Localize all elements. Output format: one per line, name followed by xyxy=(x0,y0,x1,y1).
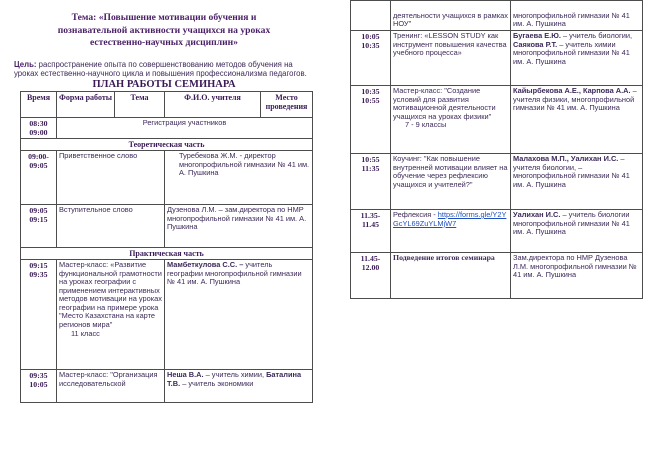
row-teacher xyxy=(511,154,643,210)
row-time: 09:00- 09:05 xyxy=(21,150,57,204)
row-form-text: Мастер-класс: «Развитие функциональной грамотности на уроках географии с применением интерактивных методов мотивации на уроках географии на примере урока "Место Казахстана на карте регионов мира" xyxy=(59,259,162,330)
teacher-name: Саякова Р.Т. xyxy=(513,39,558,49)
row-form xyxy=(391,86,511,154)
teacher-name: Малахова М.П., Уалихан И.С. xyxy=(513,154,619,163)
row-time: 08:30 09:00 xyxy=(21,117,57,138)
row-form: Вступительное слово xyxy=(57,204,165,247)
header-form: Форма работы xyxy=(57,91,115,117)
row-teacher xyxy=(165,259,313,369)
row-teacher xyxy=(165,369,313,402)
row-form: Мастер-класс: "Организация исследовательской xyxy=(57,369,165,402)
teacher-role: – учителя биологии, – многопрофильной гимназии № 41 им. А. Пушкина xyxy=(513,154,630,189)
row-form xyxy=(391,210,511,253)
goal-text: распространение опыта по совершенствованию методов обучения на уроках естественно-научного цикла и повышения профессионализма педагогов. xyxy=(14,59,307,78)
row-form: Подведение итогов семинара xyxy=(391,253,511,299)
row-time: 10:55 11:35 xyxy=(351,154,391,210)
table-row xyxy=(21,259,313,369)
header-time: Время xyxy=(21,91,57,117)
teacher-role: – учитель химии многопрофильной гимназии № 41 им. А. Пушкина xyxy=(513,39,630,66)
row-form: деятельности учащихся в рамках НОУ" xyxy=(391,1,511,31)
table-row xyxy=(351,1,643,31)
row-time: 11.35- 11.45 xyxy=(351,210,391,253)
teacher-role: – учитель биологии, xyxy=(562,31,633,40)
row-registration: Регистрация участников xyxy=(57,117,313,138)
row-teacher xyxy=(511,86,643,154)
row-time: 10:05 10:35 xyxy=(351,31,391,86)
topic-line-2: познавательной активности учащихся на уроках xyxy=(57,24,271,36)
seminar-goal xyxy=(14,60,314,78)
table-row xyxy=(21,117,313,138)
table-row xyxy=(351,154,643,210)
row-teacher: Дузенова Л.М. – зам.директора по НМР многопрофильной гимназии № 41 им. А. Пушкина xyxy=(165,204,313,247)
row-teacher: Зам.директора по НМР Дузенова Л.М. многопрофильной гимназии № 41 им. А. Пушкина xyxy=(511,253,643,299)
topic-line-3: естественно-научных дисциплин» xyxy=(90,37,238,48)
table-row xyxy=(21,150,313,204)
row-form-grade: 7 - 9 классы xyxy=(405,120,447,130)
table-header-row xyxy=(21,91,313,117)
teacher-name: Бугаева Е.Ю. xyxy=(513,31,561,40)
teacher-role: – учитель биологии многопрофильной гимназии № 41 им. А. Пушкина xyxy=(513,210,630,237)
header-topic: Тема xyxy=(115,91,165,117)
row-time: 09:35 10:05 xyxy=(21,369,57,402)
row-form-grade: 11 класс xyxy=(71,328,100,338)
row-teacher xyxy=(165,150,313,204)
row-form: Тренинг: «LESSON STUDY как инструмент повышения качества учебного процесса» xyxy=(391,31,511,86)
table-row xyxy=(351,86,643,154)
row-teacher xyxy=(511,210,643,253)
teacher-name: Неша В.А. xyxy=(167,369,204,379)
teacher-name: Мамбеткулова С.С. – xyxy=(167,259,244,269)
row-teacher: многопрофильной гимназии № 41 им. А. Пушкина xyxy=(511,1,643,31)
table-row xyxy=(21,204,313,247)
table-row xyxy=(21,369,313,402)
row-time: 11.45- 12.00 xyxy=(351,253,391,299)
section-row xyxy=(21,138,313,150)
goal-label: Цель: xyxy=(14,59,37,69)
reflection-form-link[interactable]: https://forms.gle/Y2YGcYL69ZuYLMjW7 xyxy=(393,210,507,228)
row-form: Коучинг: "Как повышение внутренней мотивации влияет на обучение через рефлексию учащихся и учителей?" xyxy=(391,154,511,210)
row-form xyxy=(57,259,165,369)
topic-line-1: Тема: «Повышение мотивации обучения и xyxy=(71,12,257,23)
plan-title: ПЛАН РАБОТЫ СЕМИНАРА xyxy=(92,78,236,90)
teacher-role: – учитель экономики xyxy=(182,378,254,388)
teacher-role: – учитель химии, xyxy=(205,369,265,379)
teacher-name: Баталина Т.В. xyxy=(167,369,302,388)
teacher-name: Уалихан И.С. xyxy=(513,210,561,219)
row-time: 10:35 10:55 xyxy=(351,86,391,154)
teacher-role: учитель географии многопрофильной гимназии № 41 им. А. Пушкина xyxy=(167,259,302,287)
seminar-plan-table-right xyxy=(350,0,643,299)
header-teacher: Ф.И.О. учителя xyxy=(165,91,261,117)
left-column xyxy=(14,12,314,403)
table-row xyxy=(351,31,643,86)
section-row xyxy=(21,247,313,259)
table-row xyxy=(351,210,643,253)
right-column xyxy=(350,12,660,299)
teacher-name: Кайырбекова А.Е., Карпова А.А. xyxy=(513,86,631,95)
seminar-topic xyxy=(14,12,314,50)
seminar-plan-table-left xyxy=(20,91,313,403)
row-form-text: Мастер-класс: "Создание условий для развития мотивационной деятельности учащихся на уроках физики" xyxy=(393,86,496,121)
row-teacher-text: Туребекова Ж.М. - директор многопрофильной гимназии № 41 им. А. Пушкина xyxy=(179,150,310,178)
teacher-role: – учителя физики, многопрофильной гимназии № 41 им. А. Пушкина xyxy=(513,86,637,113)
row-teacher xyxy=(511,31,643,86)
row-time: 09:05 09:15 xyxy=(21,204,57,247)
row-form-text: Рефлексия - xyxy=(393,210,436,219)
header-place: Место проведения xyxy=(261,91,313,117)
row-form: Приветственное слово xyxy=(57,150,165,204)
section-theory: Теоретическая часть xyxy=(21,138,313,150)
row-time xyxy=(351,1,391,31)
section-practice: Практическая часть xyxy=(21,247,313,259)
table-row xyxy=(351,253,643,299)
row-time: 09:15 09:35 xyxy=(21,259,57,369)
